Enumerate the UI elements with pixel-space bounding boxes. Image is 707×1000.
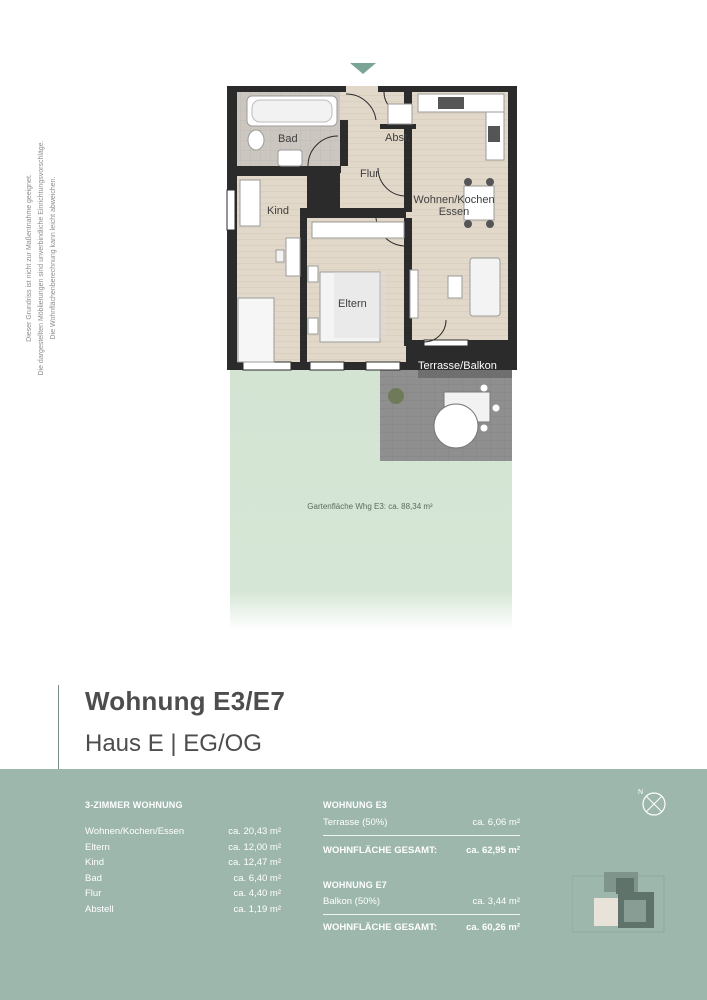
disclaimer-line: Die Wohnflächenberechnung kann leicht abweichen. xyxy=(50,176,57,340)
area-label: Bad xyxy=(85,873,102,884)
plant xyxy=(388,388,404,404)
parasol xyxy=(434,404,478,448)
page-subtitle: Haus E | EG/OG xyxy=(85,730,262,757)
area-row xyxy=(85,904,281,919)
area-label: Wohnen/Kochen/Essen xyxy=(85,826,185,837)
sink xyxy=(278,150,302,166)
e3-total-row xyxy=(323,845,520,860)
area-row xyxy=(85,826,281,841)
compass-icon xyxy=(636,786,668,818)
apartment-heading: 3-ZIMMER WOHNUNG xyxy=(85,800,183,810)
area-label: Eltern xyxy=(85,842,110,853)
page-title: Wohnung E3/E7 xyxy=(85,686,286,716)
room-label-kind: Kind xyxy=(267,205,290,217)
disclaimer-line: Dieser Grundriss ist nicht zur Maßentnahme geeignet. xyxy=(26,174,33,342)
area-row xyxy=(85,842,281,857)
area-value: ca. 3,44 m² xyxy=(472,896,520,907)
disclaimer-line: Die dargestellten Möblierungen sind unverbindliche Einrichtungsvorschläge. xyxy=(38,140,45,376)
area-row xyxy=(85,857,281,872)
e7-total-row xyxy=(323,922,520,937)
area-value: ca. 12,00 m² xyxy=(228,842,281,853)
area-row xyxy=(85,888,281,903)
e7-heading: WOHNUNG E7 xyxy=(323,880,388,890)
area-value: ca. 6,40 m² xyxy=(233,873,281,884)
total-label: WOHNFLÄCHE GESAMT: xyxy=(323,845,437,856)
kind-bed xyxy=(238,298,274,362)
room-label-wohnen-line: Wohnen/Kochen xyxy=(413,194,495,206)
entrance-arrow-icon xyxy=(350,63,376,74)
area-label: Balkon (50%) xyxy=(323,896,381,907)
e3-heading: WOHNUNG E3 xyxy=(323,800,388,810)
divider xyxy=(323,835,520,836)
room-label-wohnen xyxy=(404,194,504,218)
room-label-wohnen-line: Essen xyxy=(438,206,470,218)
divider xyxy=(323,914,520,915)
total-label: WOHNFLÄCHE GESAMT: xyxy=(323,922,437,933)
area-value: ca. 1,19 m² xyxy=(233,904,281,915)
total-value: ca. 62,95 m² xyxy=(466,845,520,856)
site-plan-thumbnail xyxy=(572,872,666,936)
room-label-eltern: Eltern xyxy=(338,298,367,310)
area-value: ca. 20,43 m² xyxy=(228,826,281,837)
area-value: ca. 12,47 m² xyxy=(228,857,281,868)
compass-north-label: N xyxy=(638,789,644,796)
room-label-terrasse: Terrasse/Balkon xyxy=(418,360,497,372)
area-label: Abstell xyxy=(85,904,114,915)
total-value: ca. 60,26 m² xyxy=(466,922,520,933)
room-label-abstell: Abst. xyxy=(385,132,411,144)
area-value: ca. 6,06 m² xyxy=(472,817,520,828)
area-label: Terrasse (50%) xyxy=(323,817,388,828)
area-label: Kind xyxy=(85,857,105,868)
area-label: Flur xyxy=(85,888,102,899)
area-value: ca. 4,40 m² xyxy=(233,888,281,899)
garden-label: Gartenfläche Whg E3: ca. 88,34 m² xyxy=(307,502,433,511)
toilet xyxy=(248,130,264,150)
e7-balkon-row xyxy=(323,896,520,911)
e3-terrace-row xyxy=(323,817,520,832)
sofa xyxy=(470,258,500,316)
room-label-bad: Bad xyxy=(278,133,298,145)
room-label-flur: Flur xyxy=(360,168,379,180)
area-row xyxy=(85,873,281,888)
